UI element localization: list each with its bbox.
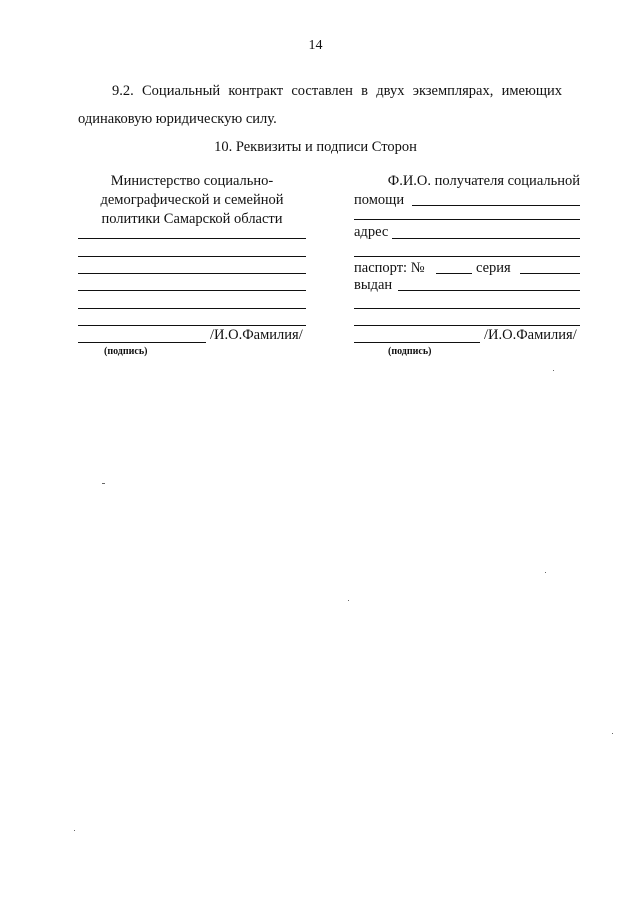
right-party-title-line1: Ф.И.О. получателя социальной bbox=[387, 173, 580, 189]
address-label: адрес bbox=[354, 224, 389, 240]
issued-label: выдан bbox=[354, 277, 393, 293]
right-signature-name: /И.О.Фамилия/ bbox=[484, 327, 577, 343]
passport-number-line bbox=[436, 273, 472, 274]
series-label: серия bbox=[476, 260, 511, 276]
left-signature-caption: (подпись) bbox=[104, 346, 148, 357]
issued-line-2 bbox=[354, 308, 580, 309]
scan-speck bbox=[553, 370, 554, 371]
left-party-title: Министерство социально-демографической и семейной политики Самарской области bbox=[100, 173, 284, 227]
address-line-1 bbox=[392, 238, 580, 239]
right-name-line-2 bbox=[354, 219, 580, 220]
left-fill-line-6 bbox=[78, 325, 306, 326]
issued-line-1 bbox=[398, 290, 580, 291]
left-fill-line-4 bbox=[78, 290, 306, 291]
left-signature-name: /И.О.Фамилия/ bbox=[210, 327, 303, 343]
passport-label: паспорт: № bbox=[354, 260, 425, 276]
scan-speck bbox=[102, 483, 105, 484]
left-fill-line-1 bbox=[78, 238, 306, 239]
section-10-heading: 10. Реквизиты и подписи Сторон bbox=[214, 139, 417, 155]
scan-speck bbox=[74, 830, 75, 831]
scan-speck bbox=[545, 572, 546, 573]
left-fill-line-5 bbox=[78, 308, 306, 309]
scan-speck bbox=[348, 600, 349, 601]
right-party-title-line2: помощи bbox=[354, 192, 405, 208]
right-signature-caption: (подпись) bbox=[388, 346, 432, 357]
right-name-line-1 bbox=[412, 205, 580, 206]
right-signature-line bbox=[354, 342, 480, 343]
left-signature-line bbox=[78, 342, 206, 343]
scan-speck bbox=[612, 733, 613, 734]
address-line-2 bbox=[354, 256, 580, 257]
issued-line-3 bbox=[354, 325, 580, 326]
left-fill-line-3 bbox=[78, 273, 306, 274]
page-number: 14 bbox=[308, 38, 323, 53]
series-line bbox=[520, 273, 580, 274]
left-fill-line-2 bbox=[78, 256, 306, 257]
paragraph-9-2: 9.2. Социальный контракт составлен в двух экземплярах, имеющих одинаковую юридическую силу. bbox=[78, 83, 562, 127]
